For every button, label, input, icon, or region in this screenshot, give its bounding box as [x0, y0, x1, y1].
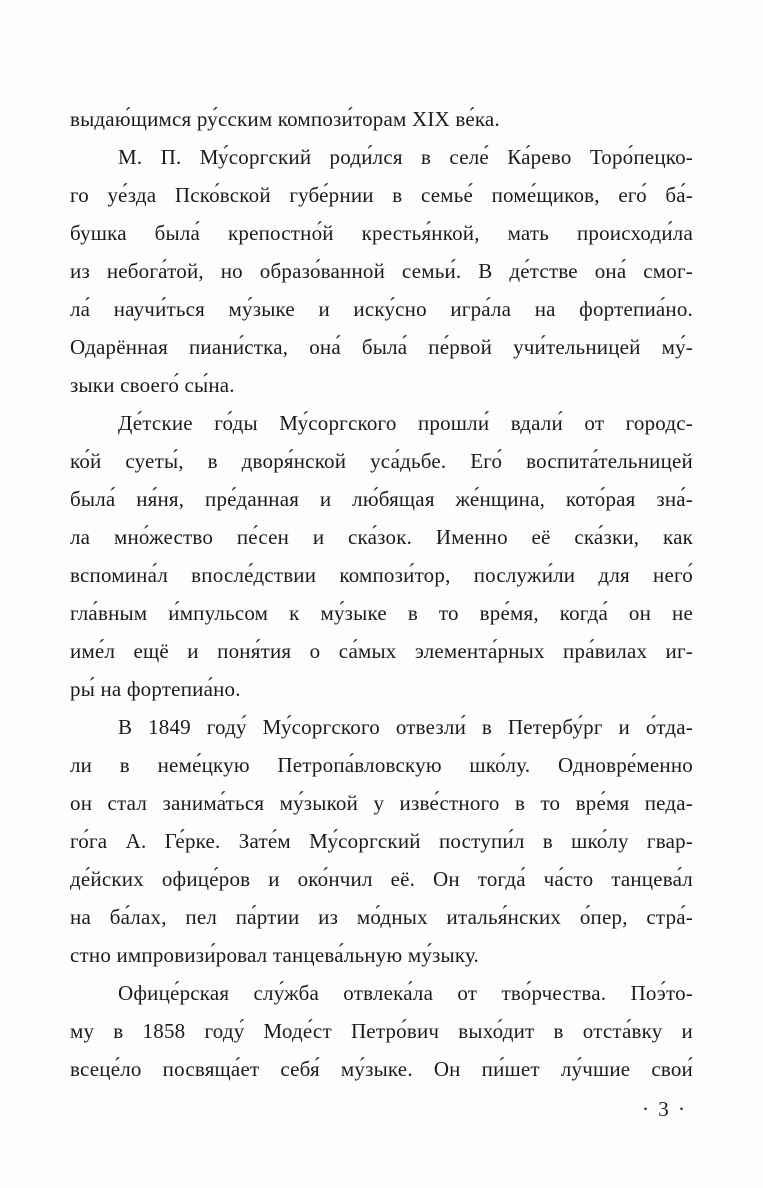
text-line: Де́тские го́ды Му́соргского прошли́ вдали́ от городс- [118, 411, 693, 435]
text-block [70, 100, 693, 1088]
text-line: вспомина́л впосле́дствии компози́тор, послужи́ли для него́ [70, 563, 693, 587]
page-number: · 3 · [642, 1097, 687, 1121]
text-line: выдаю́щимся ру́сским компози́торам XIX ве́ка. [70, 107, 500, 131]
text-line: была́ ня́ня, пре́данная и лю́бящая же́нщина, кото́рая зна́- [70, 487, 693, 511]
text-line: де́йских офице́ров и око́нчил её. Он тогда́ ча́сто танцева́л [70, 867, 693, 891]
text-line: ла́ научи́ться му́зыке и иску́сно игра́ла на фортепиа́но. [70, 297, 693, 321]
text-line: го́га А. Ге́рке. Зате́м Му́соргский поступи́л в шко́лу гвар- [70, 829, 693, 853]
text-line: ко́й суеты́, в дворя́нской уса́дьбе. Его́ воспита́тельницей [70, 449, 693, 473]
text-line: му в 1858 году́ Моде́ст Петро́вич выхо́дит в отста́вку и [70, 1019, 693, 1043]
paragraph [70, 404, 693, 708]
text-line: стно импровизи́ровал танцева́льную му́зыку. [70, 943, 479, 967]
text-line: ры́ на фортепиа́но. [70, 677, 241, 701]
text-line: ли в неме́цкую Петропа́вловскую шко́лу. Одновре́менно [70, 753, 693, 777]
text-line: на ба́лах, пел па́ртии из мо́дных италья́нских о́пер, стра́- [70, 905, 693, 929]
text-line: Офице́рская слу́жба отвлека́ла от тво́рчества. Поэ́то- [118, 981, 693, 1005]
text-line: Одарённая пиани́стка, она́ была́ пе́рвой учи́тельницей му́- [70, 335, 693, 359]
text-line: из небога́той, но образо́ванной семьи́. В де́тстве она́ смог- [70, 259, 693, 283]
text-line: бушка была́ крепостно́й крестья́нкой, мать происходи́ла [70, 221, 693, 245]
text-line: го уе́зда Пско́вской губе́рнии в семье́ поме́щиков, его́ ба́- [70, 183, 693, 207]
paragraph [70, 974, 693, 1088]
text-line: зыки своего́ сы́на. [70, 373, 235, 397]
paragraph [70, 138, 693, 404]
text-line: он стал занима́ться му́зыкой у изве́стного в то вре́мя педа- [70, 791, 693, 815]
text-line: гла́вным и́мпульсом к му́зыке в то вре́мя, когда́ он не [70, 601, 693, 625]
text-line: В 1849 году́ Му́соргского отвезли́ в Петербу́рг и о́тда- [118, 715, 693, 739]
text-line: М. П. Му́соргский роди́лся в селе́ Ка́рево Торо́пецко- [118, 145, 693, 169]
paragraph [70, 708, 693, 974]
text-line: всеце́ло посвяща́ет себя́ му́зыке. Он пи́шет лу́чшие свои́ [70, 1057, 693, 1081]
text-line: име́л ещё и поня́тия о са́мых элемента́рных пра́вилах иг- [70, 639, 693, 663]
text-line: ла мно́жество пе́сен и ска́зок. Именно её ска́зки, как [70, 525, 693, 549]
paragraph [70, 100, 693, 138]
